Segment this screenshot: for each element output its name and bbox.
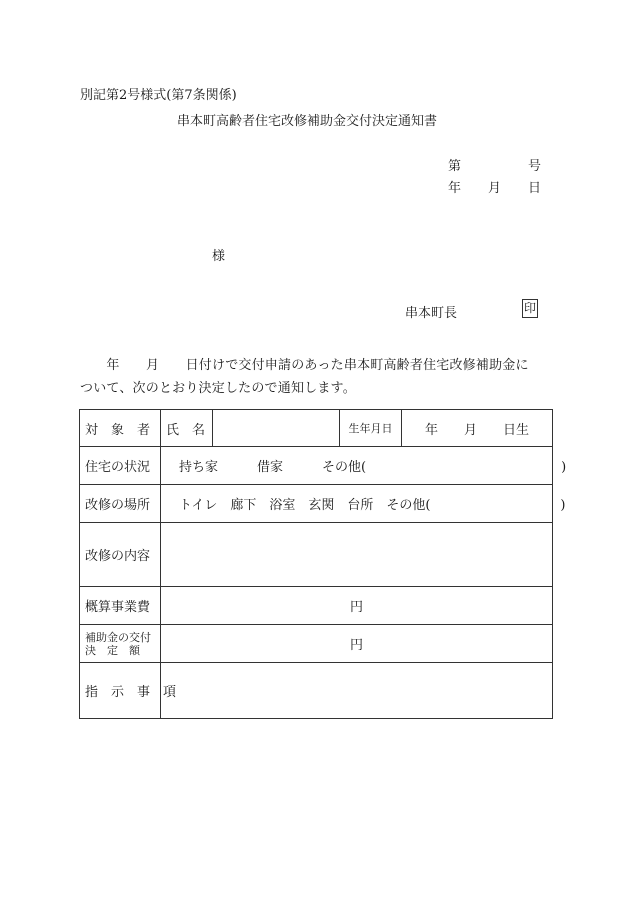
notice-body-line-2: ついて、次のとおり決定したので通知します。 bbox=[80, 381, 356, 396]
renovation-location-options[interactable]: トイレ 廊下 浴室 玄関 台所 その他( ) bbox=[161, 485, 553, 523]
subsidy-decision-table bbox=[79, 409, 567, 719]
label-subsidy-amount-line-2: 決 定 額 bbox=[85, 643, 140, 657]
birthdate-field[interactable]: 年 月 日生 bbox=[402, 410, 553, 447]
label-subsidy-amount bbox=[80, 625, 161, 663]
number-suffix: 号 bbox=[528, 159, 542, 174]
issuer-name: 串本町長 bbox=[405, 306, 458, 321]
form-reference: 別記第2号様式(第7条関係) bbox=[80, 88, 237, 103]
table-row-cost bbox=[80, 587, 553, 625]
label-housing-status: 住宅の状況 bbox=[80, 447, 161, 485]
estimated-cost-field[interactable]: 円 bbox=[161, 587, 553, 625]
label-birthdate: 生年月日 bbox=[340, 410, 402, 447]
number-prefix: 第 bbox=[448, 159, 462, 174]
table-row-content bbox=[80, 523, 553, 587]
notice-body bbox=[80, 354, 552, 400]
subsidy-amount-field[interactable]: 円 bbox=[161, 625, 553, 663]
label-name: 氏 名 bbox=[161, 410, 213, 447]
renovation-content-field[interactable] bbox=[161, 523, 553, 587]
table-row-subject bbox=[80, 410, 553, 447]
document-title: 串本町高齢者住宅改修補助金交付決定通知書 bbox=[177, 114, 438, 129]
label-subsidy-amount-line-1: 補助金の交付 bbox=[85, 630, 151, 644]
table-row-housing bbox=[80, 447, 553, 485]
label-subject: 対 象 者 bbox=[80, 410, 161, 447]
table-row-location bbox=[80, 485, 553, 523]
date-day: 日 bbox=[528, 181, 542, 196]
label-renovation-location: 改修の場所 bbox=[80, 485, 161, 523]
label-renovation-content: 改修の内容 bbox=[80, 523, 161, 587]
label-estimated-cost: 概算事業費 bbox=[80, 587, 161, 625]
notice-body-line-1: 年 月 日付けで交付申請のあった串本町高齢者住宅改修補助金に bbox=[80, 358, 529, 373]
date-month: 月 bbox=[488, 181, 502, 196]
housing-status-options[interactable]: 持ち家 借家 その他( ) bbox=[161, 447, 553, 485]
table-row-subsidy bbox=[80, 625, 553, 663]
instructions-field[interactable] bbox=[161, 663, 553, 719]
name-field[interactable] bbox=[213, 410, 340, 447]
date-year: 年 bbox=[448, 181, 462, 196]
seal-mark: 印 bbox=[522, 299, 538, 318]
table-row-instructions bbox=[80, 663, 553, 719]
addressee-honorific: 様 bbox=[212, 249, 226, 264]
label-instructions: 指 示 事 項 bbox=[80, 663, 161, 719]
